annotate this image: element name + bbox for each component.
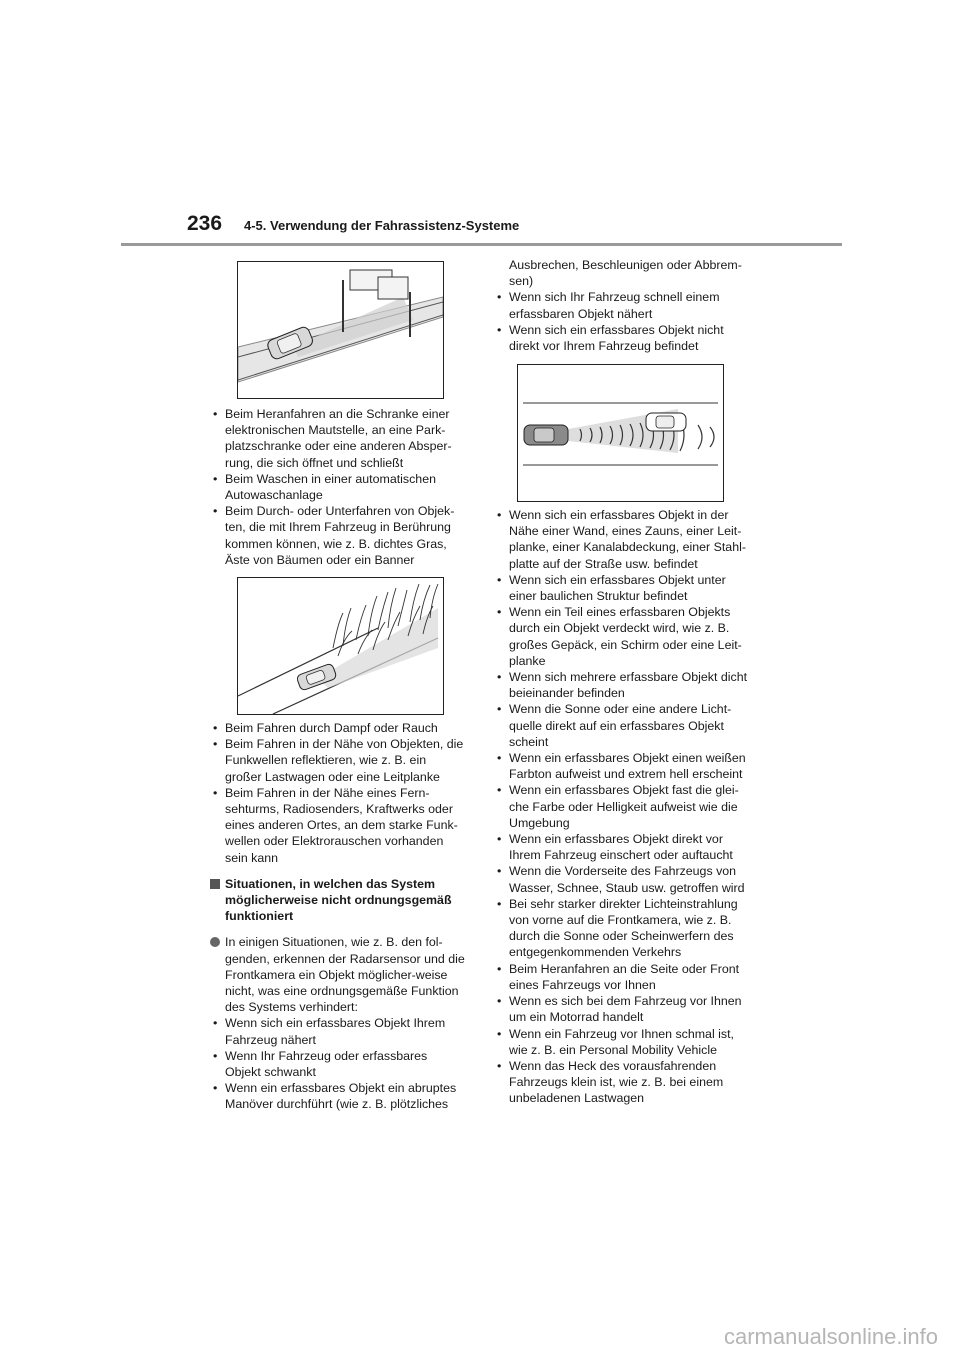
list-item: • Beim Heranfahren an die Seite oder Front eines Fahrzeugs vor Ihnen — [494, 961, 749, 993]
left-bullets-a — [210, 406, 465, 568]
right-bullets-a — [494, 289, 749, 354]
intro-text: In einigen Situationen, wie z. B. den fol-genden, erkennen der Radarsensor und die Frontkamera ein Objekt möglicher-weise nicht, was eine ordnungsgemäße Funktion des Systems verhindert: — [225, 935, 465, 1015]
header-rule — [121, 243, 842, 246]
left-column-lower — [210, 720, 465, 1113]
list-item: • Wenn sich Ihr Fahrzeug schnell einem erfassbaren Objekt nähert — [494, 289, 749, 321]
section-title: 4-5. Verwendung der Fahrassistenz-Systeme — [244, 218, 520, 233]
list-item: • Wenn sich ein erfassbares Objekt in der Nähe einer Wand, eines Zauns, einer Leit-planke, einer Kanalabdeckung, einer Stahl-platte auf der Straße usw. befindet — [494, 507, 749, 572]
list-item: • Beim Fahren in der Nähe von Objekten, die Funkwellen reflektieren, wie z. B. ein großer Lastwagen oder eine Leitplanke — [210, 736, 465, 785]
toll-gate-illustration — [238, 262, 443, 398]
figure-grass — [237, 577, 444, 715]
circle-bullet-icon — [210, 937, 220, 947]
list-item: • Wenn Ihr Fahrzeug oder erfassbares Objekt schwankt — [210, 1048, 465, 1080]
right-column-lower — [494, 507, 749, 1107]
subsection-heading — [210, 876, 465, 925]
left-bullets-c — [210, 1015, 465, 1112]
grass-illustration — [238, 578, 443, 714]
list-item: • Wenn sich ein erfassbares Objekt Ihrem Fahrzeug nähert — [210, 1015, 465, 1047]
list-item: • Wenn die Sonne oder eine andere Licht-quelle direkt auf ein erfassbares Objekt scheint — [494, 701, 749, 750]
list-item: • Beim Heranfahren an die Schranke einer elektronischen Mautstelle, an eine Park-platzschranke oder eine anderen Absper-rung, die sich öffnet und schließt — [210, 406, 465, 471]
list-item: • Wenn sich ein erfassbares Objekt nicht direkt vor Ihrem Fahrzeug befindet — [494, 322, 749, 354]
intro-paragraph — [210, 934, 465, 1015]
offset-vehicle-illustration — [518, 365, 723, 501]
list-item: • Beim Fahren durch Dampf oder Rauch — [210, 720, 465, 736]
list-item: • Wenn es sich bei dem Fahrzeug vor Ihnen um ein Motorrad handelt — [494, 993, 749, 1025]
left-bullets-b — [210, 720, 465, 866]
right-column — [494, 257, 749, 354]
list-item: • Wenn ein erfassbares Objekt fast die glei-che Farbe oder Helligkeit aufweist wie die Umgebung — [494, 782, 749, 831]
list-item: • Wenn ein erfassbares Objekt einen weißen Farbton aufweist und extrem hell erscheint — [494, 750, 749, 782]
list-item: • Wenn sich mehrere erfassbare Objekt dicht beieinander befinden — [494, 669, 749, 701]
list-item: • Bei sehr starker direkter Lichteinstrahlung von vorne auf die Frontkamera, wie z. B. durch die Sonne oder Scheinwerfern des entgegenkommenden Verkehrs — [494, 896, 749, 961]
list-item: • Wenn das Heck des vorausfahrenden Fahrzeugs klein ist, wie z. B. bei einem unbeladenen Lastwagen — [494, 1058, 749, 1107]
watermark: carmanualsonline.info — [723, 1324, 938, 1349]
list-item: • Beim Waschen in einer automatischen Autowaschanlage — [210, 471, 465, 503]
figure-offset-vehicle — [517, 364, 724, 502]
subsection-heading-text: Situationen, in welchen das System möglicherweise nicht ordnungsgemäß funktioniert — [225, 876, 452, 924]
list-item: • Beim Fahren in der Nähe eines Fern-sehturms, Radiosenders, Kraftwerks oder eines anderen Ortes, an dem starke Funk-wellen oder Elektrorauschen vorhanden sein kann — [210, 785, 465, 866]
left-column — [210, 406, 465, 568]
list-item: • Beim Durch- oder Unterfahren von Objek-ten, die mit Ihrem Fahrzeug in Berührung kommen können, wie z. B. dichtes Gras, Äste von Bäumen oder ein Banner — [210, 503, 465, 568]
continuation-text: Ausbrechen, Beschleunigen oder Abbrem-sen) — [509, 258, 742, 289]
list-item: • Wenn ein Teil eines erfassbaren Objekts durch ein Objekt verdeckt wird, wie z. B. großes Gepäck, ein Schirm oder eine Leit-planke — [494, 604, 749, 669]
list-item: • Wenn ein Fahrzeug vor Ihnen schmal ist, wie z. B. ein Personal Mobility Vehicle — [494, 1026, 749, 1058]
list-item: • Wenn ein erfassbares Objekt direkt vor Ihrem Fahrzeug einschert oder auftaucht — [494, 831, 749, 863]
list-item: • Wenn ein erfassbares Objekt ein abruptes Manöver durchführt (wie z. B. plötzliches — [210, 1080, 465, 1112]
figure-toll-gate — [237, 261, 444, 399]
square-bullet-icon — [210, 879, 220, 889]
list-item: • Wenn die Vorderseite des Fahrzeugs von Wasser, Schnee, Staub usw. getroffen wird — [494, 863, 749, 895]
page-number: 236 — [187, 212, 223, 235]
list-item: • Wenn sich ein erfassbares Objekt unter einer baulichen Struktur befindet — [494, 572, 749, 604]
right-bullets-b — [494, 507, 749, 1107]
